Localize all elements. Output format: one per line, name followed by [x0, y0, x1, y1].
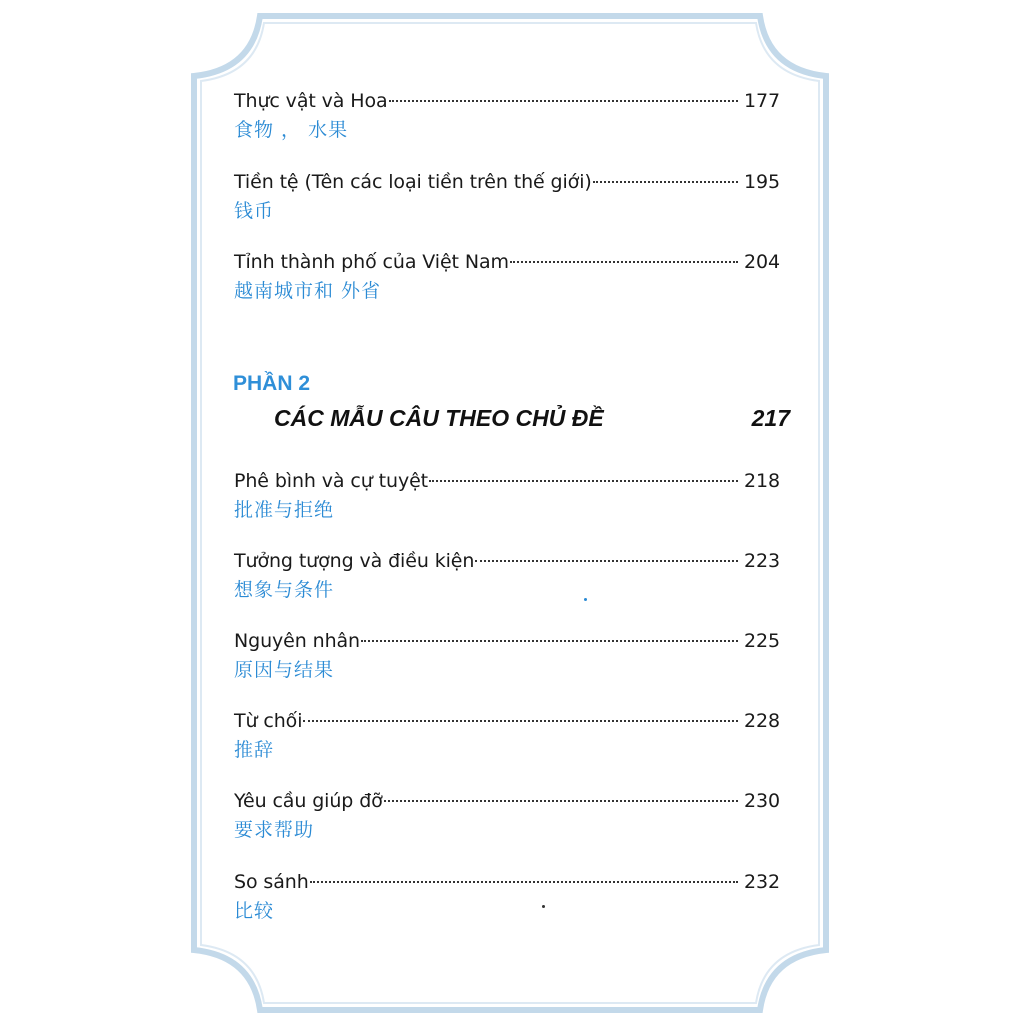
toc-entry-title: Thực vật và Hoa — [234, 90, 388, 112]
toc-entry-provinces[interactable] — [234, 249, 780, 305]
toc-entry-decline[interactable] — [234, 708, 780, 764]
print-speck — [542, 905, 545, 908]
toc-entry-chinese: 原因与结果 — [234, 659, 335, 681]
toc-entry-plants-flowers[interactable] — [234, 88, 780, 144]
toc-entry-title: Tỉnh thành phố của Việt Nam — [234, 251, 509, 273]
dot-leader — [593, 181, 738, 183]
dot-leader — [310, 881, 738, 883]
dot-leader — [303, 720, 738, 722]
part-heading-page: 217 — [751, 405, 790, 431]
part-label: PHẦN 2 — [233, 372, 311, 395]
toc-entry-page: 218 — [744, 470, 780, 492]
toc-entry-criticism-refusal[interactable] — [234, 468, 780, 524]
toc-entry-page: 232 — [744, 871, 780, 893]
dot-leader — [384, 800, 738, 802]
dot-leader — [429, 480, 738, 482]
print-speck — [584, 598, 587, 601]
part-heading[interactable] — [274, 405, 790, 432]
toc-entry-page: 195 — [744, 171, 780, 193]
toc-entry-cause[interactable] — [234, 628, 780, 684]
toc-entry-chinese: 批准与拒绝 — [234, 499, 335, 521]
toc-entry-page: 225 — [744, 630, 780, 652]
toc-entry-chinese: 比较 — [234, 900, 275, 922]
toc-entry-currency[interactable] — [234, 169, 780, 225]
toc-entry-title: So sánh — [234, 871, 309, 893]
toc-entry-chinese: 推辞 — [234, 739, 275, 761]
toc-entry-comparison[interactable] — [234, 869, 780, 925]
toc-entry-title: Tiền tệ (Tên các loại tiền trên thế giới) — [234, 171, 592, 193]
toc-entry-title: Nguyên nhân — [234, 630, 360, 652]
dot-leader — [361, 640, 738, 642]
toc-entry-chinese: 要求帮助 — [234, 819, 315, 841]
part-heading-title: CÁC MẪU CÂU THEO CHỦ ĐỀ — [274, 405, 604, 431]
toc-entry-page: 204 — [744, 251, 780, 273]
toc-entry-page: 223 — [744, 550, 780, 572]
dot-leader — [475, 560, 738, 562]
dot-leader — [510, 261, 738, 263]
toc-entry-imagination-condition[interactable] — [234, 548, 780, 604]
dot-leader — [389, 100, 738, 102]
toc-entry-chinese: 越南城市和 外省 — [234, 280, 382, 302]
toc-entry-title: Yêu cầu giúp đỡ — [234, 790, 383, 812]
toc-entry-page: 228 — [744, 710, 780, 732]
toc-entry-page: 230 — [744, 790, 780, 812]
toc-entry-asking-help[interactable] — [234, 788, 780, 844]
toc-entry-title: Phê bình và cự tuyệt — [234, 470, 429, 492]
toc-entry-title: Từ chối — [234, 710, 303, 732]
toc-entry-chinese: 想象与条件 — [234, 579, 335, 601]
toc-entry-chinese: 钱币 — [234, 200, 275, 222]
toc-entry-title: Tưởng tượng và điều kiện — [234, 550, 475, 572]
toc-entry-page: 177 — [744, 90, 780, 112]
toc-entry-chinese: 食物 ， 水果 — [234, 119, 349, 141]
